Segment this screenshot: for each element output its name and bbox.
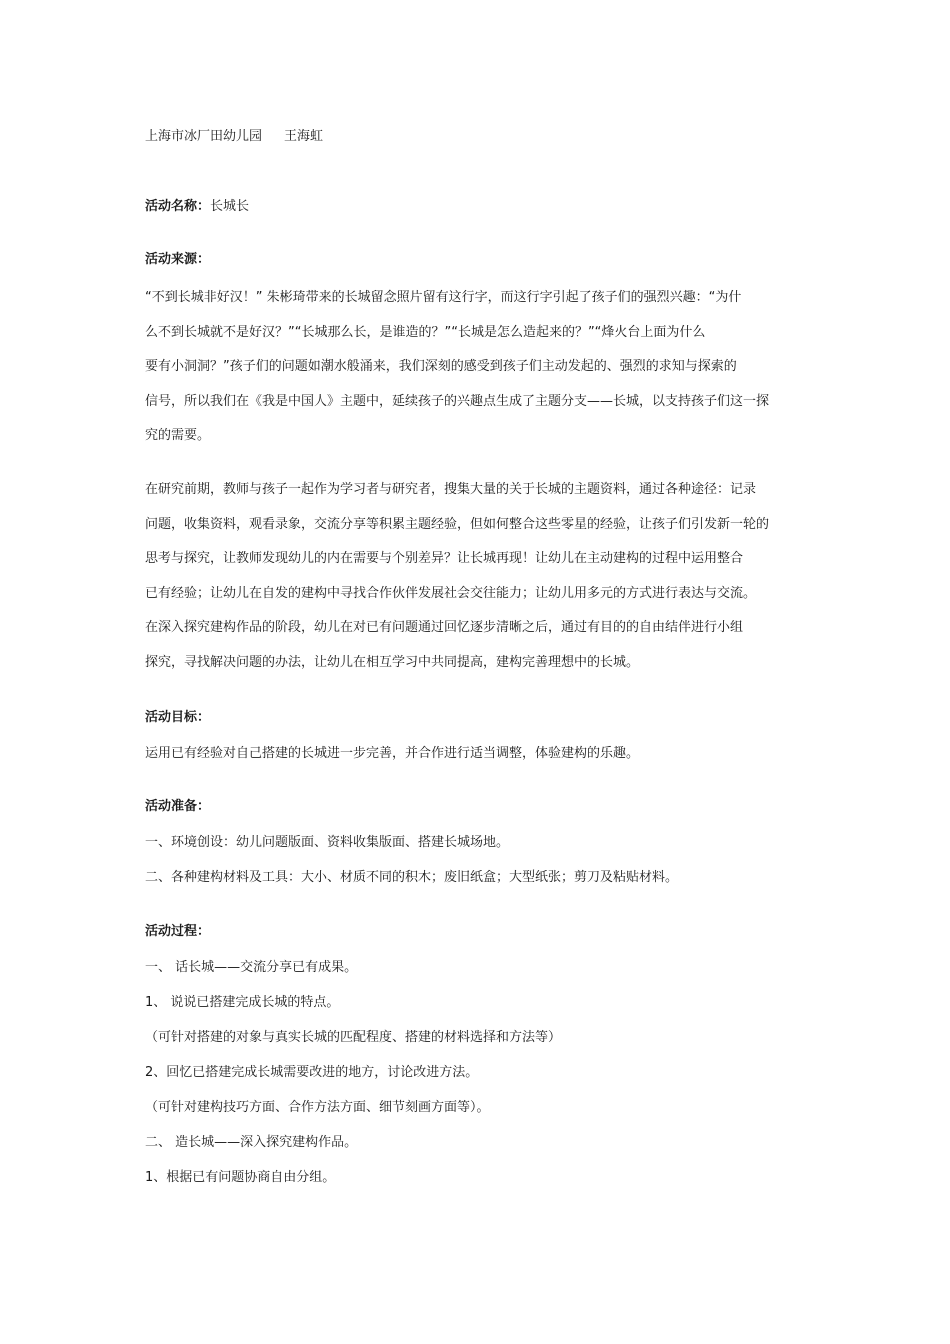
activity-name-line: [145, 192, 249, 221]
process-heading: 活动过程：: [145, 924, 211, 939]
activity-name-value: 长城长: [210, 199, 250, 214]
goal-text: 运用已有经验对自己搭建的长城进一步完善，并合作进行适当调整，体验建构的乐趣。: [145, 746, 640, 761]
goal-heading: 活动目标：: [145, 710, 211, 725]
paragraph-line: 思考与探究，让教师发现幼儿的内在需要与个别差异？让长城再现！让幼儿在主动建构的过程中运用整合: [145, 551, 744, 566]
process-item: 1、 说说已搭建完成长城的特点。: [145, 995, 340, 1010]
preparation-heading: 活动准备：: [145, 799, 211, 814]
paragraph-line: 在研究前期，教师与孩子一起作为学习者与研究者，搜集大量的关于长城的主题资料，通过各种途径：记录: [145, 482, 757, 497]
preparation-item: 一、环境创设：幼儿问题版面、资料收集版面、搭建长城场地。: [145, 835, 510, 850]
source-paragraph-2: [145, 473, 769, 680]
preparation-item: 二、各种建构材料及工具：大小、材质不同的积木；废旧纸盒；大型纸张；剪刀及粘贴材料。: [145, 870, 679, 885]
header-line: [145, 122, 323, 151]
paragraph-line: 在深入探究建构作品的阶段，幼儿在对已有问题通过回忆逐步清晰之后，通过有目的的自由结伴进行小组: [145, 620, 744, 635]
process-item: 2、回忆已搭建完成长城需要改进的地方，讨论改进方法。: [145, 1065, 479, 1080]
author-name: 王海虹: [284, 129, 324, 144]
paragraph-line: “不到长城非好汉！” 朱彬琦带来的长城留念照片留有这行字，而这行字引起了孩子们的强烈兴趣：“为什: [145, 290, 742, 305]
process-item: （可针对搭建的对象与真实长城的匹配程度、搭建的材料选择和方法等）: [145, 1030, 562, 1045]
activity-name-label: 活动名称：: [145, 199, 211, 214]
paragraph-line: 么不到长城就不是好汉？”“长城那么长，是谁造的？”“长城是怎么造起来的？”“烽火台上面为什么: [145, 324, 706, 340]
school-name: 上海市冰厂田幼儿园: [145, 129, 263, 144]
paragraph-line: 要有小洞洞？”孩子们的问题如潮水般涌来，我们深刻的感受到孩子们主动发起的、强烈的求知与探索的: [145, 359, 737, 374]
process-item: （可针对建构技巧方面、合作方法方面、细节刻画方面等）。: [145, 1100, 490, 1115]
process-item: 二、 造长城——深入探究建构作品。: [145, 1135, 358, 1150]
process-item: 1、根据已有问题协商自由分组。: [145, 1170, 336, 1185]
paragraph-line: 信号，所以我们在《我是中国人》主题中，延续孩子的兴趣点生成了主题分支——长城，以支持孩子们这一探: [145, 393, 770, 409]
paragraph-line: 探究，寻找解决问题的办法，让幼儿在相互学习中共同提高，建构完善理想中的长城。: [145, 654, 640, 670]
source-heading: 活动来源：: [145, 252, 211, 267]
paragraph-line: 问题，收集资料，观看录象，交流分享等积累主题经验，但如何整合这些零星的经验，让孩子们引发新一轮的: [145, 516, 770, 532]
process-item: 一、 话长城——交流分享已有成果。: [145, 960, 358, 975]
source-paragraph-1: [145, 281, 769, 454]
paragraph-line: 已有经验；让幼儿在自发的建构中寻找合作伙伴发展社会交往能力；让幼儿用多元的方式进行表达与交流。: [145, 585, 757, 601]
paragraph-line: 究的需要。: [145, 428, 211, 443]
